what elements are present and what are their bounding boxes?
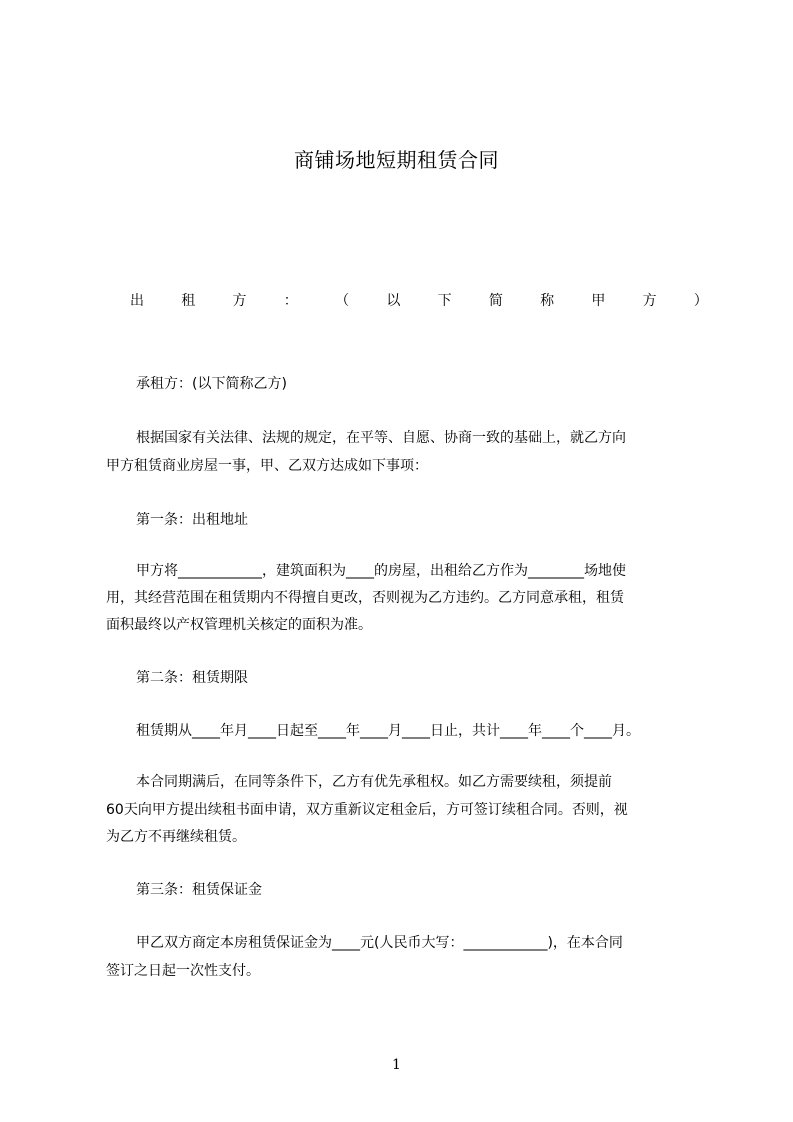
article-3-line-1: 甲乙双方商定本房租赁保证金为____元(人民币大写：____________)，在本合同: [136, 935, 623, 951]
article-2-title: 第二条：租赁期限: [136, 670, 248, 686]
page-number: 1: [392, 1057, 401, 1073]
article-2-para2-line-2: 60天向甲方提出续租书面申请，双方重新议定租金后，方可签订续租合同。否则，视: [106, 802, 628, 818]
lessee-line: 承租方：(以下简称乙方): [136, 376, 287, 392]
lessor-char: 以: [386, 293, 401, 309]
intro-line-2: 甲方租赁商业房屋一事，甲、乙双方达成如下事项：: [106, 458, 428, 474]
lessor-char: ）: [693, 293, 708, 309]
lessor-line: [130, 290, 708, 312]
article-3-title: 第三条：租赁保证金: [136, 882, 262, 898]
lessor-char: 出: [130, 293, 144, 309]
lessor-char: （: [335, 293, 350, 309]
lessor-char: 甲: [591, 293, 606, 309]
lessor-char: ：: [283, 293, 298, 309]
lessor-char: 简: [488, 293, 503, 309]
article-1-line-1: 甲方将____________，建筑面积为____的房屋，出租给乙方作为________场地使: [136, 563, 626, 579]
lessor-char: 称: [540, 293, 555, 309]
article-1-line-3: 面积最终以产权管理机关核定的面积为准。: [106, 617, 372, 633]
lessor-char: 下: [437, 293, 452, 309]
article-2-para2-line-1: 本合同期满后，在同等条件下，乙方有优先承租权。如乙方需要续租，须提前: [136, 774, 612, 790]
intro-line-1: 根据国家有关法律、法规的规定，在平等、自愿、协商一致的基础上，就乙方向: [136, 430, 626, 446]
lessor-char: 租: [181, 293, 196, 309]
lessor-char: 方: [642, 293, 657, 309]
article-1-title: 第一条：出租地址: [136, 512, 248, 528]
article-2-line-1: 租赁期从____年月____日起至____年____月____日止，共计____年____个____月。: [136, 723, 640, 739]
lessor-char: 方: [232, 293, 247, 309]
document-title: 商铺场地短期租赁合同: [294, 148, 499, 172]
article-1-line-2: 用，其经营范围在租赁期内不得擅自更改，否则视为乙方违约。乙方同意承租，租赁: [106, 590, 624, 606]
article-3-line-2: 签订之日起一次性支付。: [106, 963, 260, 979]
article-2-para2-line-3: 为乙方不再继续租赁。: [106, 829, 246, 845]
